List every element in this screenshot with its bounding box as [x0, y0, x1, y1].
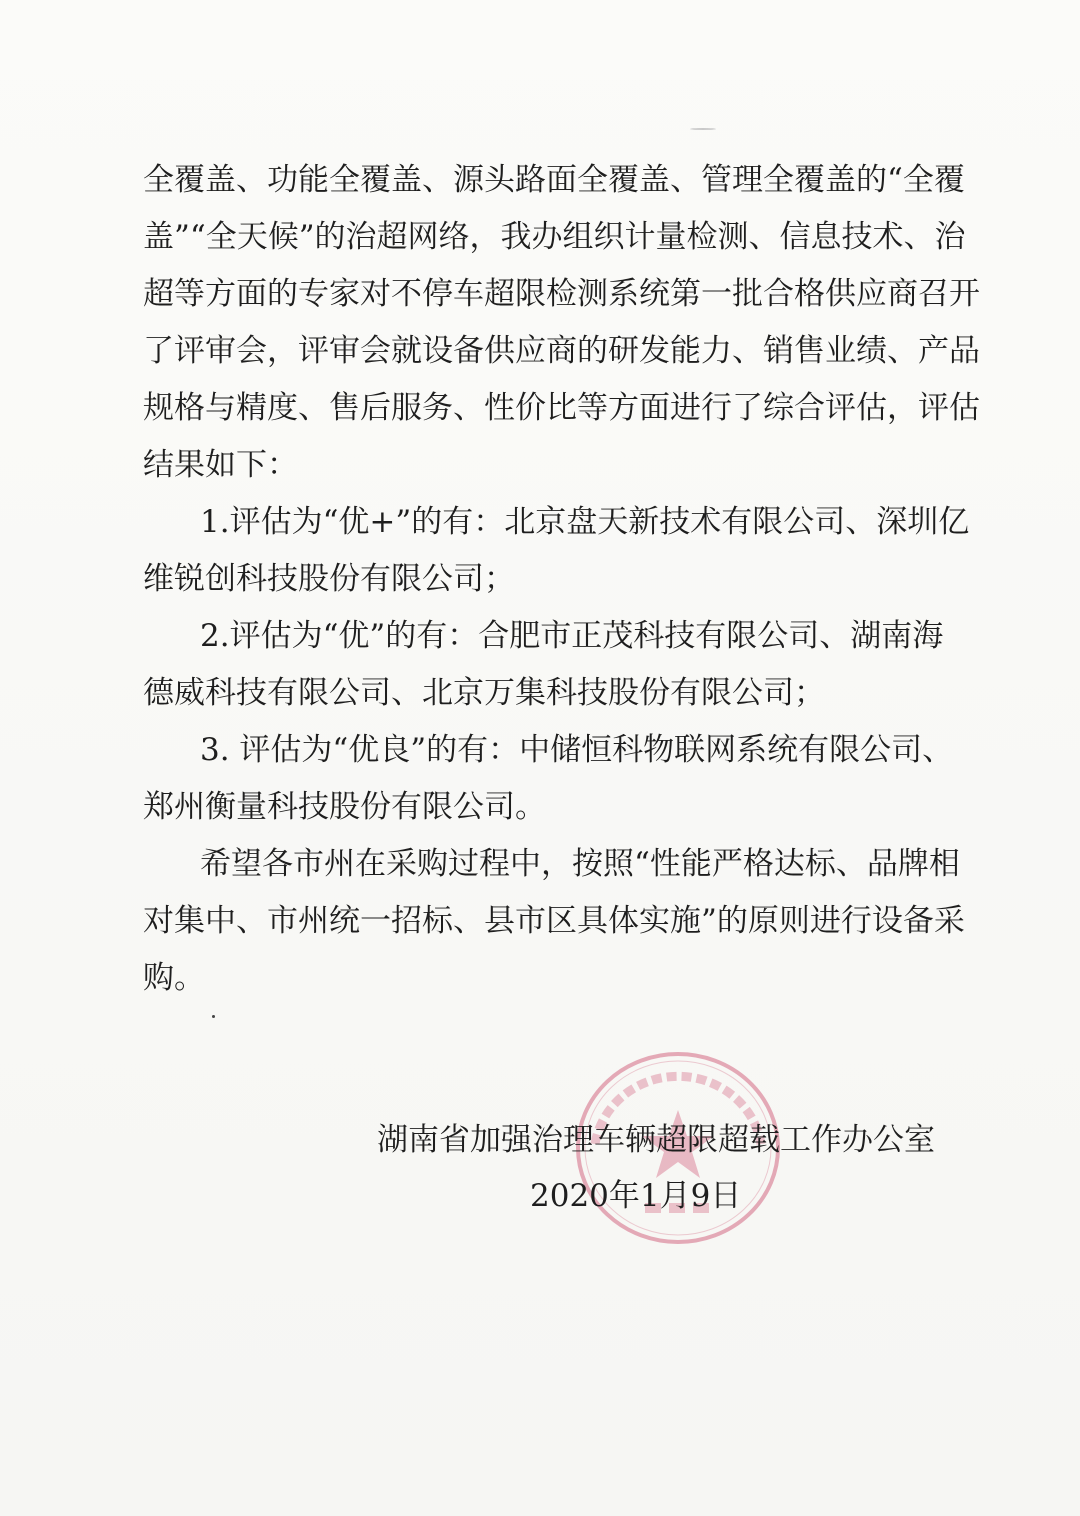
body-line: 超等方面的专家对不停车超限检测系统第一批合格供应商召开 — [143, 276, 980, 312]
body-line: 结果如下： — [143, 447, 298, 483]
closing-line: 对集中、市州统一招标、县市区具体实施”的原则进行设备采 — [143, 903, 965, 939]
body-line: 盖”“全天候”的治超网络，我办组织计量检测、信息技术、治 — [143, 219, 966, 255]
closing-line: 希望各市州在采购过程中，按照“性能严格达标、品牌相 — [200, 846, 960, 882]
result-item-2-cont: 德威科技有限公司、北京万集科技股份有限公司； — [143, 675, 825, 711]
issue-date: 2020年1月9日 — [530, 1178, 742, 1214]
issuing-organization: 湖南省加强治理车辆超限超载工作办公室 — [377, 1122, 935, 1158]
result-item-1-cont: 维锐创科技股份有限公司； — [143, 561, 515, 597]
result-item-1: 1.评估为“优+”的有：北京盘天新技术有限公司、深圳亿 — [200, 504, 970, 540]
result-item-3: 3. 评估为“优良”的有：中储恒科物联网系统有限公司、 — [200, 732, 954, 768]
body-line: 全覆盖、功能全覆盖、源头路面全覆盖、管理全覆盖的“全覆 — [143, 162, 965, 198]
scan-speck — [212, 1015, 215, 1018]
scan-mark — [690, 128, 716, 130]
result-item-3-cont: 郑州衡量科技股份有限公司。 — [143, 789, 546, 825]
result-item-2: 2.评估为“优”的有：合肥市正茂科技有限公司、湖南海 — [200, 618, 944, 654]
body-line: 规格与精度、售后服务、性价比等方面进行了综合评估，评估 — [143, 390, 980, 426]
closing-line: 购。 — [143, 960, 205, 996]
body-line: 了评审会，评审会就设备供应商的研发能力、销售业绩、产品 — [143, 333, 980, 369]
